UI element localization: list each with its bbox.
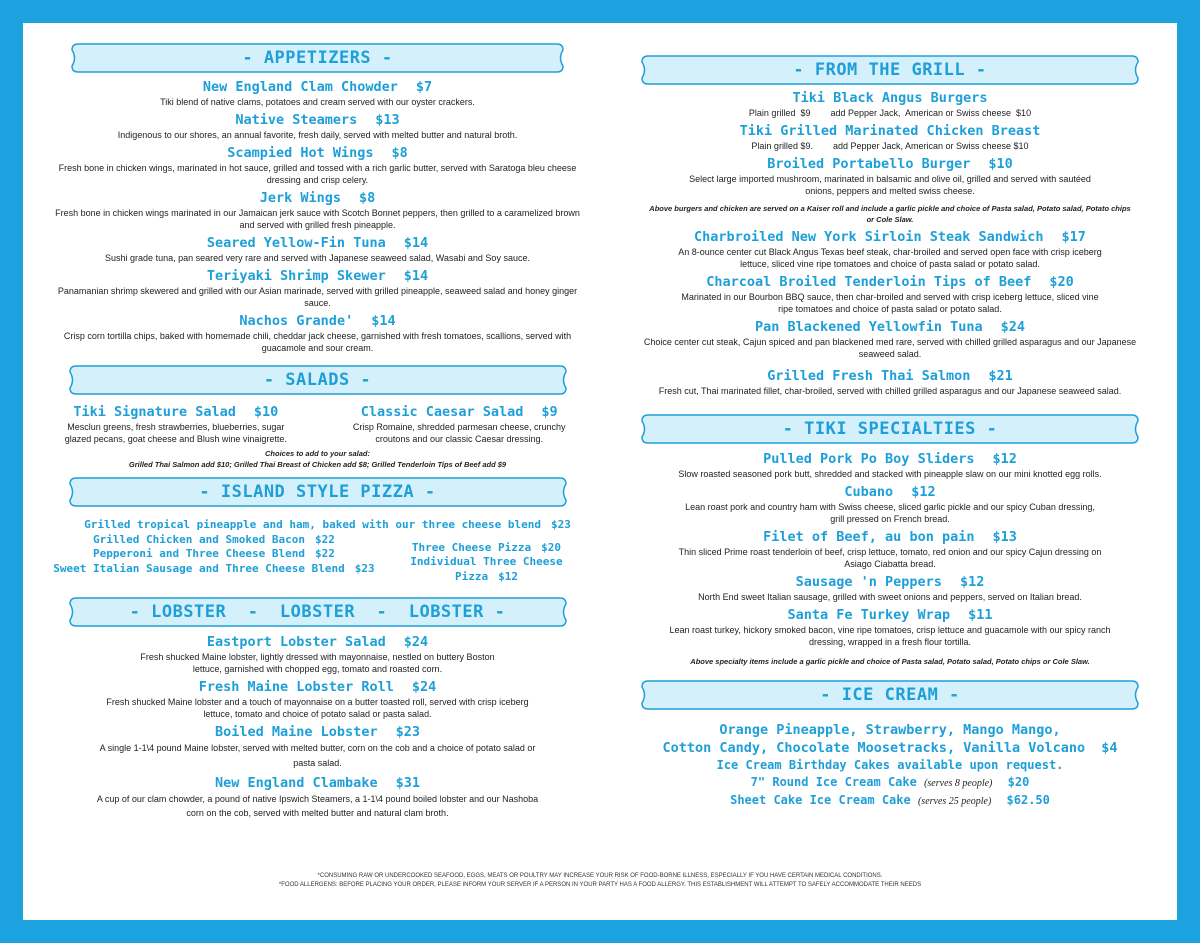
menu-item (625, 368, 1155, 397)
item-name: Nachos Grande' (239, 313, 354, 329)
item-price: $14 (403, 235, 429, 251)
menu-item (45, 634, 590, 675)
item-name-line (45, 313, 590, 330)
item-price: $10 (988, 156, 1013, 172)
item-name: New England Clambake (215, 775, 378, 791)
item-name-line (45, 679, 590, 696)
item-price: $24 (411, 679, 437, 695)
item-name: Three Cheese Pizza (411, 540, 532, 554)
item-description: North End sweet Italian sausage, grilled with sweet onions and peppers, served on Italian bread. (698, 592, 1082, 602)
item-name-line (625, 274, 1155, 291)
item-price: $12 (992, 451, 1017, 467)
item-name: Seared Yellow-Fin Tuna (206, 235, 386, 251)
item-description: Panamanian shrimp skewered and grilled with our Asian marinade, served with grilled pineapple, seaweed salad and honey ginger sauce. (57, 286, 578, 308)
item-name-line (45, 634, 590, 651)
icecream-flavors-line2 (625, 739, 1155, 757)
item-description: A single 1-1\4 pound Maine lobster, served with melted butter, corn on the cob and a choice of potato salad or pasta salad. (99, 743, 536, 768)
item-name-line (45, 268, 590, 285)
item-price: $31 (395, 775, 420, 791)
tiki-note: Above specialty items include a garlic pickle and choice of Pasta salad, Potato salad, Potato chips or Cole Slaw. (690, 657, 1090, 666)
item-name: Native Steamers (235, 112, 358, 128)
item-name: Tiki Signature Salad (73, 404, 236, 420)
item-price: $23 (551, 518, 571, 531)
item-description: An 8-ounce center cut Black Angus Texas beef steak, char-broiled and served open face with crisp iceberg lettuce, sliced vine ripe tomatoes and choice of pasta salad or potato salad. (678, 247, 1102, 269)
item-name: Grilled tropical pineapple and ham, baked with our three cheese blend (84, 518, 542, 531)
item-name: Teriyaki Shrimp Skewer (206, 268, 386, 284)
pizza-banner (68, 476, 568, 508)
item-price: $13 (375, 112, 400, 128)
icecream-title: - ICE CREAM - (820, 685, 960, 705)
item-name: Filet of Beef, au bon pain (763, 529, 975, 545)
item-name-line (45, 724, 590, 741)
item-name: Cubano (844, 484, 894, 500)
pizza-columns (45, 533, 590, 585)
salad-choices: Grilled Thai Salmon add $10; Grilled Thai Breast of Chicken add $8; Grilled Tenderloin Tips of Beef add $9 (128, 460, 507, 469)
item-price: $8 (391, 145, 408, 161)
lobster-list (45, 634, 590, 820)
pizza-list (45, 518, 590, 584)
item-name-line (625, 90, 1155, 107)
item-price: $14 (403, 268, 429, 284)
grill-title: - FROM THE GRILL - (793, 60, 987, 80)
menu-item (45, 400, 307, 445)
tiki-list (625, 451, 1155, 667)
item-description: Crisp Romaine, shredded parmesan cheese, crunchy croutons and our classic Caesar dressing. (352, 422, 566, 444)
footer-disclaimer (60, 872, 1140, 890)
appetizers-list (45, 79, 590, 354)
item-price: $22 (314, 532, 335, 546)
item-price: $12 (959, 574, 985, 590)
item-description: Select large imported mushroom, marinated in balsamic and olive oil, grilled and served with sautéed onions, peppers and melted swiss cheese. (689, 174, 1091, 196)
item-name: New England Clam Chowder (202, 79, 398, 95)
round-cake-name: 7" Round Ice Cream Cake (750, 775, 917, 789)
item-name-line (625, 123, 1155, 140)
item-price: $14 (371, 313, 396, 329)
item-price: $20 (541, 540, 561, 554)
item-description: Fresh bone in chicken wings, marinated in hot sauce, grilled and tossed with a rich garlic butter, served with Saratoga bleu cheese dressing and crisp celery. (58, 163, 577, 185)
item-description: Mesclun greens, fresh strawberries, blueberries, sugar glazed pecans, goat cheese and Blush wine vinaigrette. (64, 422, 287, 444)
sheet-cake-name: Sheet Cake Ice Cream Cake (730, 793, 911, 807)
lobster-banner (68, 596, 568, 628)
item-name: Sweet Italian Sausage and Three Cheese Blend (53, 561, 345, 575)
salads-list (45, 400, 590, 445)
sheet-cake-serves: (serves 25 people) (917, 796, 992, 807)
item-description: Fresh cut, Thai marinated fillet, char-broiled, served with chilled grilled asparagus and our Japanese seaweed salad. (658, 386, 1122, 396)
icecream-price: $4 (1101, 740, 1118, 756)
pizza-item (45, 533, 383, 548)
menu-item (625, 274, 1155, 315)
item-name-line (45, 775, 590, 792)
item-name: Santa Fe Turkey Wrap (787, 607, 951, 623)
item-name: Pepperoni and Three Cheese Blend (93, 547, 305, 560)
item-name-line (625, 229, 1155, 246)
item-description: Slow roasted seasoned pork butt, shredded and stacked with pineapple slaw on our mini knotted egg rolls. (678, 469, 1102, 479)
pizza-title: - ISLAND STYLE PIZZA - (199, 482, 436, 502)
item-description: Lean roast turkey, hickory smoked bacon, vine ripe tomatoes, crisp lettuce and guacamole with our spicy ranch dressing, wrapped in a fresh flour tortilla. (669, 625, 1111, 647)
item-name: Individual Three Cheese Pizza (410, 555, 563, 583)
grill-list (625, 90, 1155, 397)
menu-item (45, 79, 590, 108)
item-name: Charbroiled New York Sirloin Steak Sandwich (694, 229, 1044, 245)
icecream-cakes-note: Ice Cream Birthday Cakes available upon request. (716, 758, 1064, 772)
item-name: Sausage 'n Peppers (795, 574, 942, 590)
item-name-line (328, 404, 590, 421)
footer-line-2: *FOOD ALLERGENS: BEFORE PLACING YOUR ORDER, PLEASE INFORM YOUR SERVER IF A PERSON IN YOUR PARTY HAS A FOOD ALLERGY. THIS ESTABLISHMENT WILL ATTEMPT TO SAFELY ACCOMMODATE THEIR NEEDS (278, 882, 922, 888)
menu-item (625, 90, 1155, 119)
salads-banner (68, 364, 568, 396)
menu-item (45, 724, 590, 771)
item-name-line (45, 112, 590, 129)
tiki-banner (640, 413, 1140, 445)
item-description: Plain grilled $9. add Pepper Jack, American or Swiss cheese $10 (751, 141, 1029, 151)
item-price: $17 (1061, 229, 1086, 245)
item-description: Fresh shucked Maine lobster, lightly dressed with mayonnaise, nestled on buttery Boston lettuce, garnished with chopped egg, tomato and roasted corn. (140, 652, 495, 674)
menu-item (625, 123, 1155, 152)
menu-item (625, 451, 1155, 480)
item-name-line (45, 190, 590, 207)
menu-item (625, 574, 1155, 603)
item-price: $20 (1049, 274, 1074, 290)
menu-item (45, 145, 590, 186)
item-name-line (625, 319, 1155, 336)
item-description: Choice center cut steak, Cajun spiced and pan blackened med rare, served with chilled grilled asparagus and our Japanese seaweed salad. (643, 337, 1137, 359)
item-price: $23 (354, 561, 375, 575)
pizza-item (383, 541, 590, 556)
item-price: $12 (498, 569, 518, 583)
item-price: $24 (1000, 319, 1025, 335)
sheet-cake-line (625, 792, 1155, 810)
right-column (625, 42, 1155, 810)
round-cake-line (625, 774, 1155, 792)
grill-note: Above burgers and chicken are served on a Kaiser roll and include a garlic pickle and choice of Pasta salad, Potato salad, Potato chips or Cole Slaw. (649, 204, 1131, 224)
menu-item (45, 190, 590, 231)
item-description: Crisp corn tortilla chips, baked with homemade chili, cheddar jack cheese, garnished with fresh tomatoes, scallions, served with guacamole and sour cream. (63, 331, 572, 353)
icecream-flavors: Cotton Candy, Chocolate Moosetracks, Vanilla Volcano (662, 740, 1086, 756)
item-name: Grilled Fresh Thai Salmon (767, 368, 971, 384)
item-description: Fresh shucked Maine lobster and a touch of mayonnaise on a butter toasted roll, served with crisp iceberg lettuce, tomato and choice of potato salad or pasta salad. (106, 697, 529, 719)
item-price: $22 (314, 547, 335, 560)
sheet-cake-price: $62.50 (1006, 793, 1050, 807)
item-name: Charcoal Broiled Tenderloin Tips of Beef (706, 274, 1032, 290)
menu-item (625, 484, 1155, 525)
item-description: Fresh bone in chicken wings marinated in our Jamaican jerk sauce with Scotch Bonnet peppers, then grilled to a caramelized brown and served with grilled fresh pineapple. (55, 208, 580, 230)
item-price: $24 (403, 634, 429, 650)
menu-item (45, 268, 590, 309)
item-name: Pulled Pork Po Boy Sliders (763, 451, 975, 467)
left-column (45, 42, 590, 820)
grill-banner (640, 54, 1140, 86)
item-name-line (625, 484, 1155, 501)
footer-line-1: *CONSUMING RAW OR UNDERCOOKED SEAFOOD, EGGS, MEATS OR POULTRY MAY INCREASE YOUR RISK OF FOOD-BORNE ILLNESS, ESPECIALLY IF YOU HAVE CERTAIN MEDICAL CONDITIONS. (317, 873, 883, 879)
item-description: A cup of our clam chowder, a pound of native Ipswich Steamers, a 1-1\4 pound boiled lobster and our Nashoba corn on the cob, served with melted butter and natural clam broth. (96, 794, 539, 818)
item-name-line (625, 574, 1155, 591)
item-price: $21 (988, 368, 1013, 384)
item-price: $9 (541, 404, 558, 420)
item-price: $12 (911, 484, 936, 500)
item-price: $23 (395, 724, 420, 740)
appetizers-title: - APPETIZERS - (242, 48, 393, 68)
appetizers-banner (70, 42, 565, 74)
pizza-item (45, 547, 383, 562)
icecream-list (625, 721, 1155, 810)
pizza-left (45, 533, 383, 585)
item-name-line (45, 79, 590, 96)
item-description: Indigenous to our shores, an annual favorite, fresh daily, served with melted butter and natural broth. (117, 130, 518, 140)
item-name: Fresh Maine Lobster Roll (198, 679, 394, 695)
item-name: Jerk Wings (259, 190, 341, 206)
item-price: $8 (359, 190, 376, 206)
menu-item (45, 313, 590, 354)
menu-item (45, 235, 590, 264)
menu-item (45, 679, 590, 720)
item-name: Scampied Hot Wings (227, 145, 374, 161)
item-name-line (45, 404, 307, 421)
item-price: $13 (992, 529, 1017, 545)
item-name-line (625, 368, 1155, 385)
icecream-flavors-line1: Orange Pineapple, Strawberry, Mango Mango, (719, 722, 1061, 738)
lobster-title: - LOBSTER - LOBSTER - LOBSTER - (129, 602, 506, 622)
item-name: Grilled Chicken and Smoked Bacon (93, 532, 305, 546)
item-name: Boiled Maine Lobster (215, 724, 378, 740)
menu-item (45, 775, 590, 820)
item-name: Eastport Lobster Salad (206, 634, 386, 650)
item-description: Tiki blend of native clams, potatoes and cream served with our oyster crackers. (160, 97, 475, 107)
tiki-title: - TIKI SPECIALTIES - (782, 419, 998, 439)
menu-item (625, 229, 1155, 270)
item-name: Pan Blackened Yellowfin Tuna (755, 319, 983, 335)
item-price: $11 (968, 607, 993, 623)
menu-item (625, 529, 1155, 570)
item-description: Thin sliced Prime roast tenderloin of beef, crisp lettuce, tomato, red onion and our spicy Cajun dressing on Asiago Ciabatta bread. (678, 547, 1102, 569)
item-name-line (625, 451, 1155, 468)
round-cake-price: $20 (1007, 775, 1030, 789)
salads-title: - SALADS - (263, 370, 372, 390)
item-name-line (625, 156, 1155, 173)
icecream-banner (640, 679, 1140, 711)
item-name: Tiki Black Angus Burgers (792, 90, 988, 106)
menu-item (625, 156, 1155, 197)
pizza-right (383, 533, 590, 585)
item-name-line (625, 607, 1155, 624)
item-name-line (625, 529, 1155, 546)
pizza-item (45, 518, 590, 533)
item-description: Sushi grade tuna, pan seared very rare and served with Japanese seaweed salad, Wasabi and Soy sauce. (105, 253, 530, 263)
item-name: Classic Caesar Salad (360, 404, 524, 420)
item-description: Plain grilled $9 add Pepper Jack, American or Swiss cheese $10 (748, 108, 1032, 118)
salad-choices-title: Choices to add to your salad: (264, 449, 370, 458)
pizza-item (45, 562, 383, 577)
item-name-line (45, 145, 590, 162)
item-price: $10 (253, 404, 279, 420)
item-name-line (45, 235, 590, 252)
pizza-item (383, 555, 590, 584)
item-description: Marinated in our Bourbon BBQ sauce, then char-broiled and served with crisp iceberg lettuce, sliced vine ripe tomatoes and choice of pasta salad or potato salad. (681, 292, 1099, 314)
menu-item (625, 319, 1155, 360)
item-description: Lean roast pork and country ham with Swiss cheese, sliced garlic pickle and our spicy Cuban dressing, grill pressed on French bread. (685, 502, 1095, 524)
menu-item (625, 607, 1155, 648)
item-name: Broiled Portabello Burger (767, 156, 971, 172)
item-price: $7 (415, 79, 433, 95)
menu-item (328, 400, 590, 445)
round-cake-serves: (serves 8 people) (924, 778, 993, 789)
menu-item (45, 112, 590, 141)
item-name: Tiki Grilled Marinated Chicken Breast (739, 123, 1041, 139)
